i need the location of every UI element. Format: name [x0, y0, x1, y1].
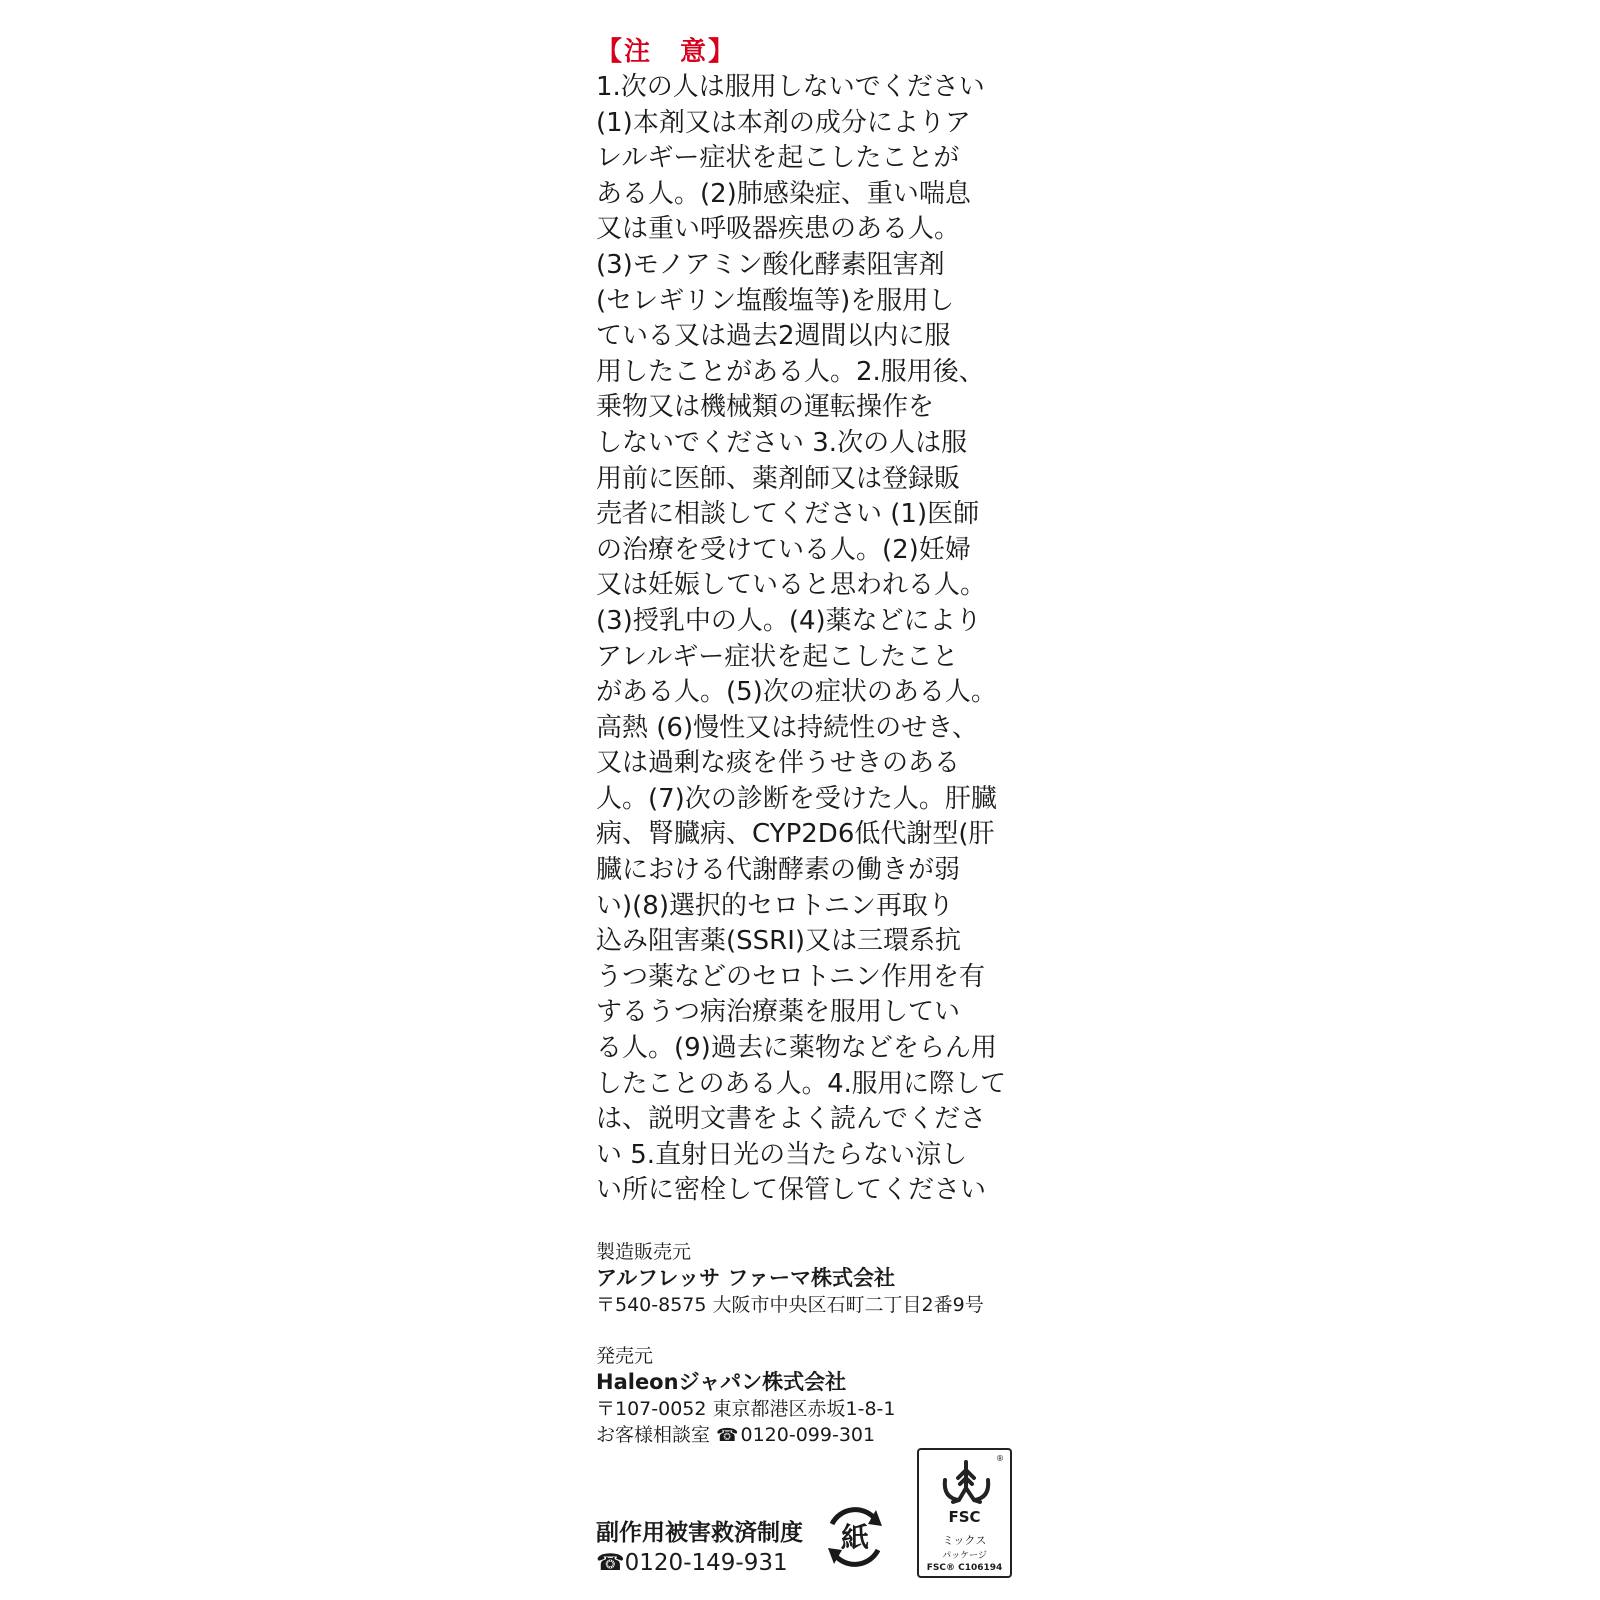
caution-line: 込み阻害薬(SSRI)又は三環系抗	[596, 926, 962, 957]
caution-line: 臓における代謝酵素の働きが弱	[596, 855, 961, 886]
fsc-label	[917, 1448, 1012, 1578]
seller-contact	[596, 1422, 1056, 1449]
caution-line: (3)授乳中の人。(4)薬などにより	[596, 605, 982, 636]
seller-block	[596, 1344, 1056, 1449]
fsc-package: パッケージ	[942, 1551, 987, 1561]
recycle-glyph: 紙	[840, 1521, 870, 1554]
caution-line: 乗物又は機械類の運転操作を	[596, 392, 935, 423]
manufacturer-label: 製造販売元	[596, 1241, 692, 1263]
caution-line: 用したことがある人。2.服用後、	[596, 356, 985, 387]
phone-icon: ☎	[596, 1550, 625, 1576]
caution-line: うつ薬などのセロトニン作用を有	[596, 961, 985, 992]
caution-line: ている又は過去2週間以内に服	[596, 321, 951, 352]
relief-system-block	[596, 1518, 856, 1578]
caution-line: するうつ病治療薬を服用してい	[596, 997, 961, 1028]
caution-line: レルギー症状を起こしたことが	[596, 143, 960, 174]
caution-line: ある人。(2)肺感染症、重い喘息	[596, 178, 971, 209]
relief-system-phone: 0120-149-931	[624, 1550, 788, 1576]
caution-line: る人。(9)過去に薬物などをらん用	[596, 1033, 997, 1064]
fsc-tree-icon	[939, 1458, 994, 1506]
fsc-mix: ミックス	[942, 1534, 987, 1547]
relief-system-title: 副作用被害救済制度	[596, 1520, 803, 1546]
seller-phone: 0120-099-301	[740, 1424, 876, 1446]
caution-line: (セレギリン塩酸塩等)を服用し	[596, 285, 955, 316]
caution-line: (1)本剤又は本剤の成分によりア	[596, 107, 971, 138]
caution-line: 1.次の人は服用しないでください	[596, 72, 985, 102]
manufacturer-address: 〒540-8575 大阪市中央区石町二丁目2番9号	[596, 1294, 984, 1316]
seller-contact-label: お客様相談室	[596, 1424, 711, 1446]
caution-line: の治療を受けている人。(2)妊婦	[596, 534, 971, 565]
seller-label: 発売元	[596, 1345, 654, 1367]
fsc-registered-mark: ®	[996, 1454, 1004, 1463]
caution-line: い)(8)選択的セロトニン再取り	[596, 890, 954, 921]
caution-line: (3)モノアミン酸化酵素阻害剤	[596, 249, 945, 280]
caution-line: 又は過剰な痰を伴うせきのある	[596, 748, 961, 779]
paper-recycle-icon	[820, 1502, 890, 1572]
caution-title: 【注 意】	[596, 37, 737, 67]
relief-system-phone-row	[596, 1548, 856, 1578]
caution-line: 高熱 (6)慢性又は持続性のせき、	[596, 712, 979, 743]
caution-line: は、説明文書をよく読んでくださ	[596, 1104, 987, 1135]
caution-line: 又は重い呼吸器疾患のある人。	[596, 214, 961, 245]
caution-line: 売者に相談してください (1)医師	[596, 499, 980, 530]
caution-panel	[596, 34, 1016, 1209]
caution-line: 用前に医師、薬剤師又は登録販	[596, 463, 961, 494]
caution-line: しないでください 3.次の人は服	[596, 427, 968, 458]
caution-line: アレルギー症状を起こしたこと	[596, 641, 959, 672]
caution-line: 又は妊娠していると思われる人。	[596, 570, 987, 601]
caution-line: い 5.直射日光の当たらない涼し	[596, 1139, 968, 1170]
caution-line: がある人。(5)次の症状のある人。	[596, 677, 997, 708]
fsc-code: FSC® C106194	[926, 1563, 1003, 1573]
phone-icon: ☎	[716, 1425, 739, 1446]
caution-line: い所に密栓して保管してください	[596, 1175, 987, 1206]
fsc-name: FSC	[948, 1508, 981, 1526]
manufacturer-name: アルフレッサ ファーマ株式会社	[596, 1266, 895, 1290]
caution-line: したことのある人。4.服用に際して	[596, 1068, 1006, 1099]
seller-name: Haleonジャパン株式会社	[596, 1370, 847, 1394]
caution-line: 人。(7)次の診断を受けた人。肝臓	[596, 783, 997, 814]
caution-body	[596, 70, 1016, 1209]
seller-address: 〒107-0052 東京都港区赤坂1-8-1	[596, 1398, 896, 1420]
manufacturer-block	[596, 1240, 1056, 1318]
caution-line: 病、腎臓病、CYP2D6低代謝型(肝	[596, 819, 995, 850]
